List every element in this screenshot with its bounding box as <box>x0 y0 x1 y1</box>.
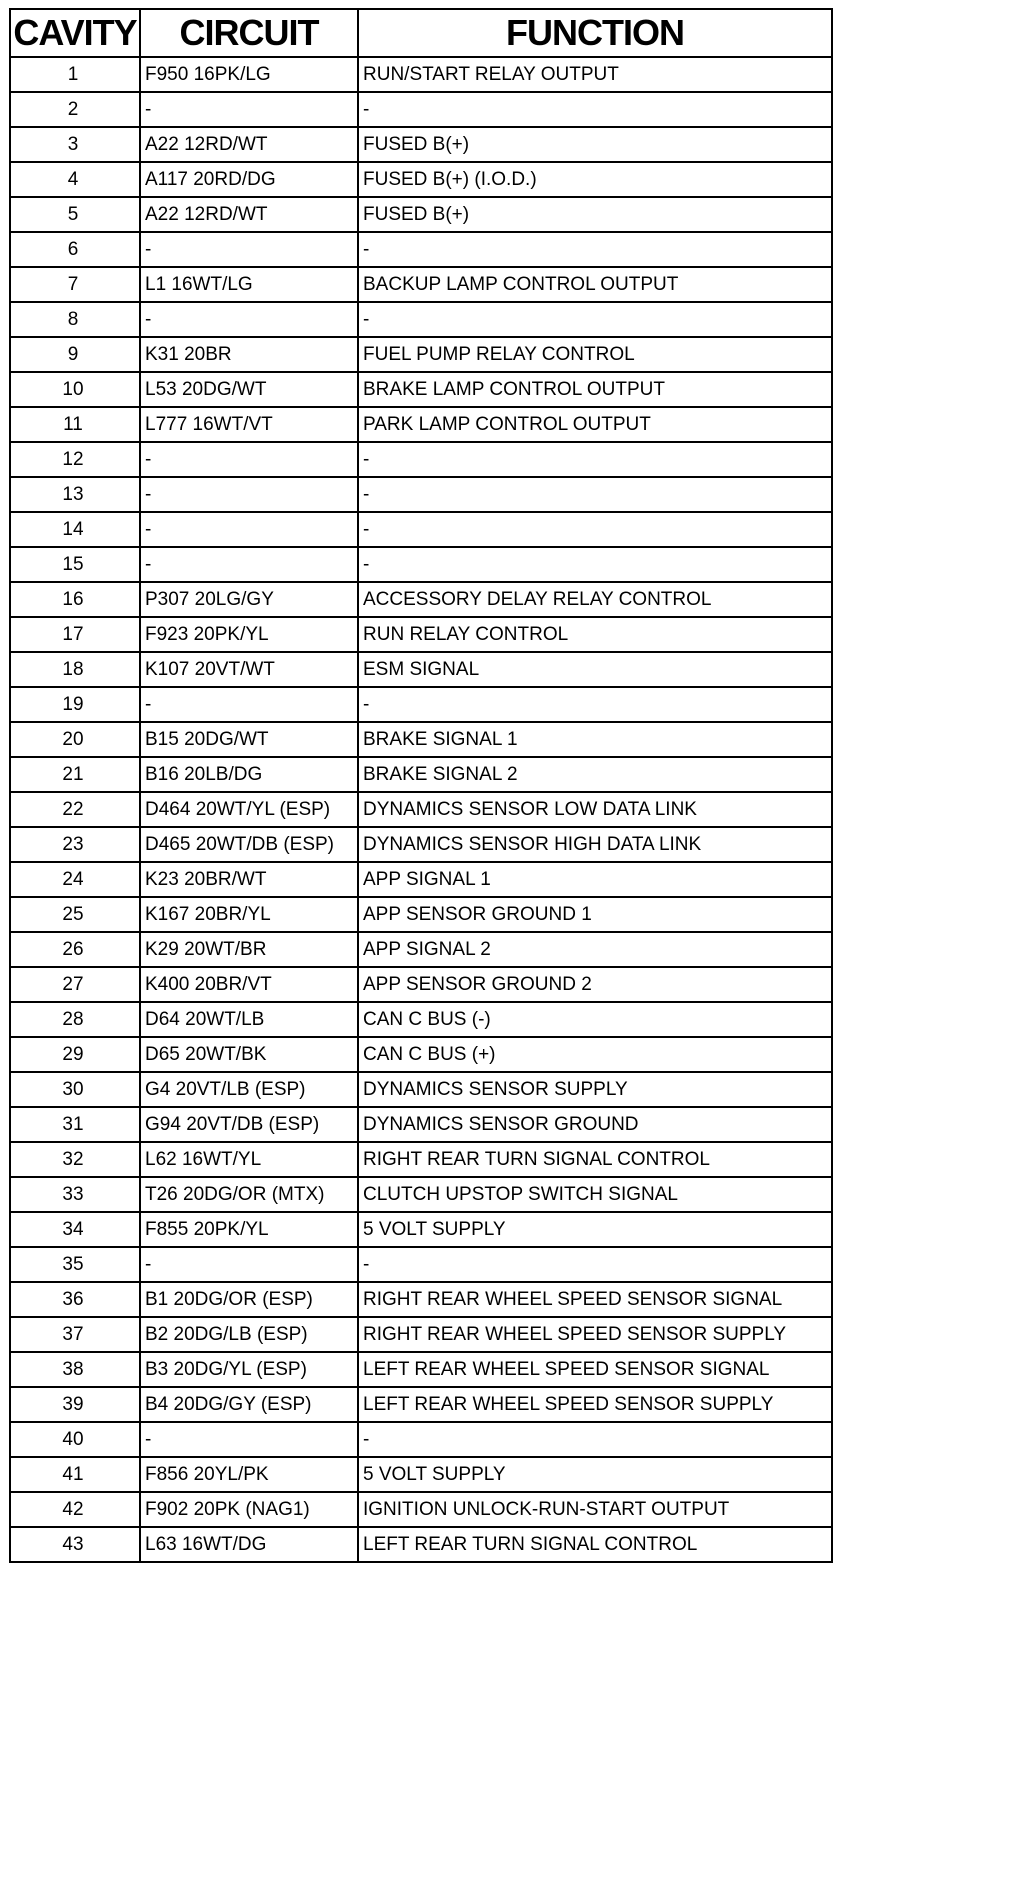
function-cell: LEFT REAR WHEEL SPEED SENSOR SIGNAL <box>358 1352 832 1387</box>
table-row <box>10 792 832 827</box>
function-cell: RUN/START RELAY OUTPUT <box>358 57 832 92</box>
function-cell: 5 VOLT SUPPLY <box>358 1212 832 1247</box>
circuit-cell: P307 20LG/GY <box>140 582 358 617</box>
table-body <box>10 57 832 1562</box>
cavity-cell: 21 <box>10 757 140 792</box>
circuit-cell: B4 20DG/GY (ESP) <box>140 1387 358 1422</box>
circuit-cell: A22 12RD/WT <box>140 197 358 232</box>
cavity-cell: 43 <box>10 1527 140 1562</box>
table-row <box>10 652 832 687</box>
function-cell: FUEL PUMP RELAY CONTROL <box>358 337 832 372</box>
table-row <box>10 407 832 442</box>
function-cell: CAN C BUS (+) <box>358 1037 832 1072</box>
table-row <box>10 827 832 862</box>
function-cell: BRAKE LAMP CONTROL OUTPUT <box>358 372 832 407</box>
function-cell: APP SENSOR GROUND 1 <box>358 897 832 932</box>
cavity-cell: 39 <box>10 1387 140 1422</box>
circuit-cell: - <box>140 232 358 267</box>
cavity-cell: 15 <box>10 547 140 582</box>
cavity-cell: 20 <box>10 722 140 757</box>
circuit-cell: K167 20BR/YL <box>140 897 358 932</box>
function-cell: APP SIGNAL 2 <box>358 932 832 967</box>
circuit-cell: B16 20LB/DG <box>140 757 358 792</box>
function-cell: RIGHT REAR TURN SIGNAL CONTROL <box>358 1142 832 1177</box>
cavity-cell: 6 <box>10 232 140 267</box>
table-row <box>10 1352 832 1387</box>
circuit-cell: L53 20DG/WT <box>140 372 358 407</box>
function-cell: - <box>358 92 832 127</box>
cavity-cell: 13 <box>10 477 140 512</box>
circuit-cell: - <box>140 442 358 477</box>
table-row <box>10 302 832 337</box>
cavity-cell: 40 <box>10 1422 140 1457</box>
function-cell: ACCESSORY DELAY RELAY CONTROL <box>358 582 832 617</box>
circuit-cell: L63 16WT/DG <box>140 1527 358 1562</box>
cavity-cell: 25 <box>10 897 140 932</box>
function-cell: - <box>358 512 832 547</box>
circuit-cell: F856 20YL/PK <box>140 1457 358 1492</box>
cavity-cell: 35 <box>10 1247 140 1282</box>
table-row <box>10 757 832 792</box>
circuit-cell: - <box>140 302 358 337</box>
circuit-cell: B1 20DG/OR (ESP) <box>140 1282 358 1317</box>
header-cavity: CAVITY <box>10 9 140 57</box>
table-row <box>10 1107 832 1142</box>
function-cell: ESM SIGNAL <box>358 652 832 687</box>
cavity-cell: 28 <box>10 1002 140 1037</box>
cavity-cell: 10 <box>10 372 140 407</box>
table-row <box>10 57 832 92</box>
function-cell: - <box>358 232 832 267</box>
cavity-cell: 37 <box>10 1317 140 1352</box>
cavity-cell: 30 <box>10 1072 140 1107</box>
cavity-cell: 9 <box>10 337 140 372</box>
function-cell: PARK LAMP CONTROL OUTPUT <box>358 407 832 442</box>
cavity-cell: 41 <box>10 1457 140 1492</box>
table-row <box>10 897 832 932</box>
circuit-cell: D465 20WT/DB (ESP) <box>140 827 358 862</box>
cavity-cell: 36 <box>10 1282 140 1317</box>
cavity-cell: 22 <box>10 792 140 827</box>
table-row <box>10 722 832 757</box>
table-row <box>10 127 832 162</box>
cavity-cell: 19 <box>10 687 140 722</box>
cavity-cell: 1 <box>10 57 140 92</box>
table-row <box>10 162 832 197</box>
cavity-cell: 11 <box>10 407 140 442</box>
table-row <box>10 1527 832 1562</box>
header-function: FUNCTION <box>358 9 832 57</box>
table-row <box>10 372 832 407</box>
function-cell: CAN C BUS (-) <box>358 1002 832 1037</box>
circuit-cell: L1 16WT/LG <box>140 267 358 302</box>
function-cell: BRAKE SIGNAL 1 <box>358 722 832 757</box>
circuit-cell: - <box>140 687 358 722</box>
cavity-cell: 23 <box>10 827 140 862</box>
table-row <box>10 1457 832 1492</box>
cavity-cell: 24 <box>10 862 140 897</box>
cavity-cell: 31 <box>10 1107 140 1142</box>
table-row <box>10 687 832 722</box>
function-cell: FUSED B(+) <box>358 127 832 162</box>
cavity-cell: 42 <box>10 1492 140 1527</box>
circuit-cell: - <box>140 92 358 127</box>
header-row <box>10 9 832 57</box>
function-cell: DYNAMICS SENSOR HIGH DATA LINK <box>358 827 832 862</box>
cavity-cell: 4 <box>10 162 140 197</box>
cavity-cell: 8 <box>10 302 140 337</box>
table-row <box>10 92 832 127</box>
function-cell: DYNAMICS SENSOR SUPPLY <box>358 1072 832 1107</box>
circuit-cell: D64 20WT/LB <box>140 1002 358 1037</box>
table-row <box>10 442 832 477</box>
circuit-cell: - <box>140 547 358 582</box>
cavity-cell: 34 <box>10 1212 140 1247</box>
circuit-cell: T26 20DG/OR (MTX) <box>140 1177 358 1212</box>
function-cell: - <box>358 477 832 512</box>
cavity-cell: 27 <box>10 967 140 1002</box>
circuit-cell: F902 20PK (NAG1) <box>140 1492 358 1527</box>
circuit-cell: D464 20WT/YL (ESP) <box>140 792 358 827</box>
function-cell: DYNAMICS SENSOR LOW DATA LINK <box>358 792 832 827</box>
table-row <box>10 1387 832 1422</box>
function-cell: LEFT REAR TURN SIGNAL CONTROL <box>358 1527 832 1562</box>
cavity-cell: 33 <box>10 1177 140 1212</box>
circuit-cell: - <box>140 512 358 547</box>
table-row <box>10 617 832 652</box>
circuit-cell: K23 20BR/WT <box>140 862 358 897</box>
function-cell: - <box>358 547 832 582</box>
function-cell: BRAKE SIGNAL 2 <box>358 757 832 792</box>
circuit-cell: D65 20WT/BK <box>140 1037 358 1072</box>
function-cell: - <box>358 1422 832 1457</box>
function-cell: - <box>358 1247 832 1282</box>
cavity-cell: 14 <box>10 512 140 547</box>
cavity-cell: 3 <box>10 127 140 162</box>
table-row <box>10 267 832 302</box>
circuit-cell: L777 16WT/VT <box>140 407 358 442</box>
table-row <box>10 862 832 897</box>
table-row <box>10 512 832 547</box>
function-cell: APP SENSOR GROUND 2 <box>358 967 832 1002</box>
table-row <box>10 1492 832 1527</box>
circuit-cell: K107 20VT/WT <box>140 652 358 687</box>
cavity-cell: 32 <box>10 1142 140 1177</box>
circuit-cell: B15 20DG/WT <box>140 722 358 757</box>
function-cell: APP SIGNAL 1 <box>358 862 832 897</box>
circuit-cell: K400 20BR/VT <box>140 967 358 1002</box>
table-row <box>10 1037 832 1072</box>
circuit-cell: A117 20RD/DG <box>140 162 358 197</box>
cavity-cell: 18 <box>10 652 140 687</box>
header-circuit: CIRCUIT <box>140 9 358 57</box>
circuit-cell: G4 20VT/LB (ESP) <box>140 1072 358 1107</box>
circuit-cell: G94 20VT/DB (ESP) <box>140 1107 358 1142</box>
circuit-cell: K29 20WT/BR <box>140 932 358 967</box>
cavity-cell: 38 <box>10 1352 140 1387</box>
table-row <box>10 1072 832 1107</box>
cavity-cell: 2 <box>10 92 140 127</box>
function-cell: FUSED B(+) (I.O.D.) <box>358 162 832 197</box>
cavity-cell: 29 <box>10 1037 140 1072</box>
table-row <box>10 582 832 617</box>
table-row <box>10 1002 832 1037</box>
function-cell: FUSED B(+) <box>358 197 832 232</box>
circuit-cell: K31 20BR <box>140 337 358 372</box>
cavity-cell: 17 <box>10 617 140 652</box>
circuit-cell: L62 16WT/YL <box>140 1142 358 1177</box>
function-cell: RIGHT REAR WHEEL SPEED SENSOR SUPPLY <box>358 1317 832 1352</box>
function-cell: BACKUP LAMP CONTROL OUTPUT <box>358 267 832 302</box>
circuit-cell: B2 20DG/LB (ESP) <box>140 1317 358 1352</box>
function-cell: RIGHT REAR WHEEL SPEED SENSOR SIGNAL <box>358 1282 832 1317</box>
table-row <box>10 1177 832 1212</box>
function-cell: - <box>358 687 832 722</box>
function-cell: DYNAMICS SENSOR GROUND <box>358 1107 832 1142</box>
circuit-cell: B3 20DG/YL (ESP) <box>140 1352 358 1387</box>
table-row <box>10 932 832 967</box>
table-row <box>10 1142 832 1177</box>
table-row <box>10 337 832 372</box>
table-row <box>10 477 832 512</box>
table-row <box>10 1212 832 1247</box>
connector-pinout-table <box>9 8 833 1563</box>
cavity-cell: 26 <box>10 932 140 967</box>
table-row <box>10 197 832 232</box>
table-row <box>10 1247 832 1282</box>
function-cell: - <box>358 302 832 337</box>
cavity-cell: 7 <box>10 267 140 302</box>
function-cell: 5 VOLT SUPPLY <box>358 1457 832 1492</box>
table-row <box>10 232 832 267</box>
cavity-cell: 16 <box>10 582 140 617</box>
circuit-cell: F950 16PK/LG <box>140 57 358 92</box>
function-cell: RUN RELAY CONTROL <box>358 617 832 652</box>
cavity-cell: 5 <box>10 197 140 232</box>
table-row <box>10 1422 832 1457</box>
circuit-cell: - <box>140 477 358 512</box>
circuit-cell: F923 20PK/YL <box>140 617 358 652</box>
function-cell: - <box>358 442 832 477</box>
table-row <box>10 967 832 1002</box>
table-header <box>10 9 832 57</box>
function-cell: LEFT REAR WHEEL SPEED SENSOR SUPPLY <box>358 1387 832 1422</box>
table-row <box>10 547 832 582</box>
table-row <box>10 1317 832 1352</box>
circuit-cell: F855 20PK/YL <box>140 1212 358 1247</box>
cavity-cell: 12 <box>10 442 140 477</box>
circuit-cell: - <box>140 1247 358 1282</box>
table-row <box>10 1282 832 1317</box>
function-cell: CLUTCH UPSTOP SWITCH SIGNAL <box>358 1177 832 1212</box>
circuit-cell: - <box>140 1422 358 1457</box>
function-cell: IGNITION UNLOCK-RUN-START OUTPUT <box>358 1492 832 1527</box>
circuit-cell: A22 12RD/WT <box>140 127 358 162</box>
